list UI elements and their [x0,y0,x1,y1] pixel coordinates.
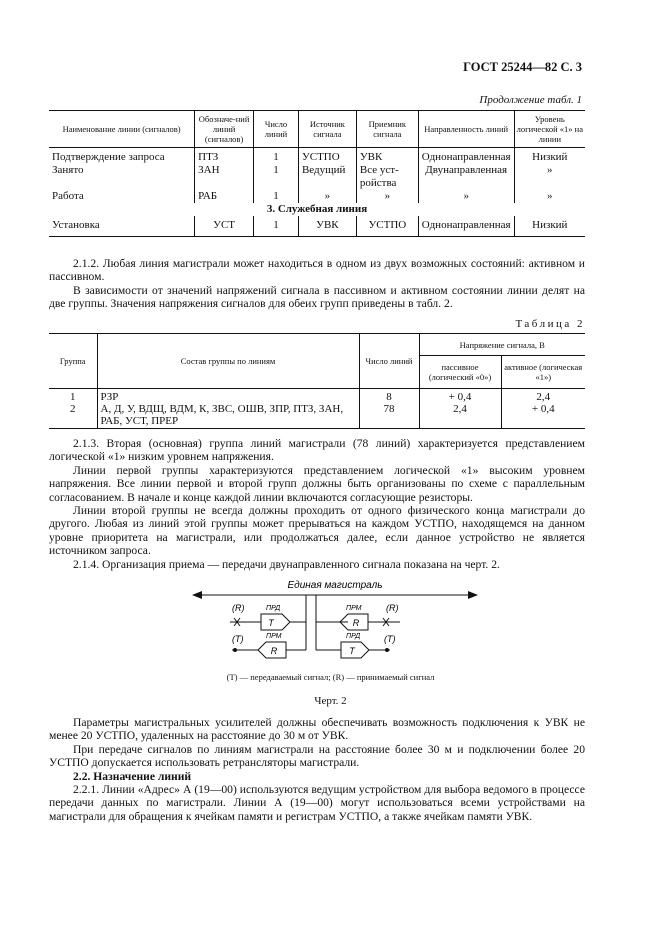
table-cell: Ведущий [298,164,356,190]
prd-label: ПРД [346,633,361,640]
table-cell: УСТПО [356,216,418,237]
table1-header: Число линий [254,111,299,148]
table-cell: » [356,190,418,203]
paragraph: 2.1.2. Любая линия магистрали может находиться в одном из двух возможных состояний: активном и пассивном. [49,257,585,284]
table-cell: Двунаправленная [418,164,514,190]
table-cell: Однонаправленная [418,216,514,237]
transmitter-block [341,642,369,658]
table2 [49,333,585,429]
table-cell: 78 [359,403,419,429]
signal-t-label: (T) [384,634,396,644]
table2-header: Группа [49,334,97,389]
table-cell: РЗР [97,389,359,404]
table-cell: ЗАН [195,164,254,190]
table2-header: пассивное (логический «0») [419,356,501,389]
table-cell: 1 [254,148,299,165]
table-cell: ПТЗ [195,148,254,165]
table1-section-row [49,203,585,216]
paragraph: Линии второй группы не всегда должны проходить от одного физического конца магистрали до другого. Любая из линий этой группы может прерываться на каждом УСТПО, находящемся на данном уровне приоритета на магистрали, или продолжаться далее, если данное устройство не является источником запроса. [49,504,585,558]
table-row [49,148,585,165]
paragraph: Параметры магистральных усилителей должны обеспечивать возможность подключения к УВК не менее 20 УСТПО, удаленных на расстояние до 30 м от УВК. [49,716,585,743]
table1-header: Обозначе-ний линий (сигналов) [195,111,254,148]
paragraph: 2.1.3. Вторая (основная) группа линий магистрали (78 линий) характеризуется представлением логической «1» низким уровнем напряжения. [49,437,585,464]
section-parameters [49,716,585,823]
table-cell: Низкий [514,216,585,237]
table1-header-row [49,111,585,148]
table-cell: » [514,190,585,203]
section-heading: 2.2. Назначение линий [73,769,192,783]
bus-label: Единая магистраль [287,580,383,591]
table1-header: Источник сигнала [298,111,356,148]
transmitter-block [261,614,290,630]
table-cell: + 0,4 [419,389,501,404]
prd-label: ПРД [266,605,281,612]
table-row [49,164,585,190]
block-label: R [352,618,360,628]
paragraph: В зависимости от значений напряжений сигнала в пассивном и активном состоянии линии делят на две группы. Значения напряжения сигналов для обеих групп приведены в табл. 2. [49,283,585,311]
table1 [49,110,585,237]
table-cell: РАБ [195,190,254,203]
table-cell: 2,4 [419,403,501,429]
block-label: R [270,646,278,656]
table1-section-title: 3. Служебная линия [266,203,368,215]
table2-header: Состав группы по линиям [97,334,359,389]
prm-label: ПРМ [266,633,282,640]
table-cell: Однонаправленная [418,148,514,165]
table-cell: УСТ [195,216,254,237]
table-cell: 2,4 [501,389,585,404]
table-cell: 1 [254,190,299,203]
table-cell: + 0,4 [501,403,585,429]
table-cell: » [418,190,514,203]
paragraph: При передаче сигналов по линиям магистрали на расстояние более 30 м и подключении более 20 УСТПО допускается использовать ретрансляторы магистрали. [49,742,585,770]
table2-header: активное (логическая «1») [501,356,585,389]
section-2-1-2 [49,257,585,311]
figure-legend: (Т) — передаваемый сигнал; (R) — принимаемый сигнал [226,672,435,682]
table-cell: УСТПО [298,148,356,165]
table1-header: Уровень логической «1» на линии [514,111,585,148]
table-cell: 2 [49,403,97,429]
figure-caption: Черт. 2 [314,695,347,707]
table-row [49,190,585,203]
signal-t-label: (T) [232,634,244,644]
table1-header: Наименование линии (сигналов) [49,111,195,148]
dot-icon [385,648,389,652]
arrow-right-icon [468,591,478,599]
table-cell: 8 [359,389,419,404]
table1-header: Приемник сигнала [356,111,418,148]
table-cell: Занято [52,164,84,176]
table2-header-row [49,334,585,356]
table-cell: 1 [254,164,299,190]
table-row [49,216,585,237]
signal-r-label: (R) [232,603,245,613]
table-row [49,389,585,404]
block-label: T [268,618,274,628]
page-header: ГОСТ 25244—82 С. 3 [463,60,582,74]
bus-diagram [190,574,480,664]
block-label: T [349,646,355,656]
table-cell: Все уст-ройства [356,164,418,190]
table-cell: А, Д, У, ВДЩ, ВДМ, К, ЗВС, ОШВ, ЗПР, ПТЗ, ЗАН, РАБ, УСТ, ПРЕР [97,403,359,429]
paragraph: Линии первой группы характеризуются представлением логической «1» высоким уровнем напряжения. Все линии первой и второй групп должны быть организованы по схеме с параллельным согласованием. В начале и конце каждой линии включаются согласующие резисторы. [49,463,585,504]
table2-header: Число линий [359,334,419,389]
table-cell: УВК [298,216,356,237]
table1-header: Направленность линий [418,111,514,148]
table-cell: Низкий [514,148,585,165]
paragraph: 2.1.4. Организация приема — передачи двунаправленного сигнала показана на черт. 2. [73,557,500,571]
dot-icon [233,648,237,652]
section-2-1-3 [49,437,585,571]
table1-continuation-caption: Продолжение табл. 1 [479,94,582,106]
table-cell: УВК [356,148,418,165]
table-cell: Работа [52,190,84,202]
prm-label: ПРМ [346,605,362,612]
signal-r-label: (R) [386,603,399,613]
table2-header: Напряжение сигнала, В [419,334,585,356]
arrow-left-icon [192,591,202,599]
paragraph: 2.2.1. Линии «Адрес» А (19—00) используются ведущим устройством для выбора ведомого в процессе передачи данных по магистрали. Линии А (19—00) могут использоваться всеми устройствами на магистрали для обращения к ячейкам памяти и регистрам УСТПО, а также ячейкам памяти УВК. [49,783,585,823]
table-cell: » [514,164,585,190]
table-cell: 1 [70,391,76,403]
table-cell: Установка [49,216,195,237]
table-cell: » [298,190,356,203]
table-cell: 1 [254,216,299,237]
table-cell: Подтверждение запроса [52,151,165,163]
table2-caption: Таблица 2 [515,318,585,330]
table-row [49,403,585,429]
